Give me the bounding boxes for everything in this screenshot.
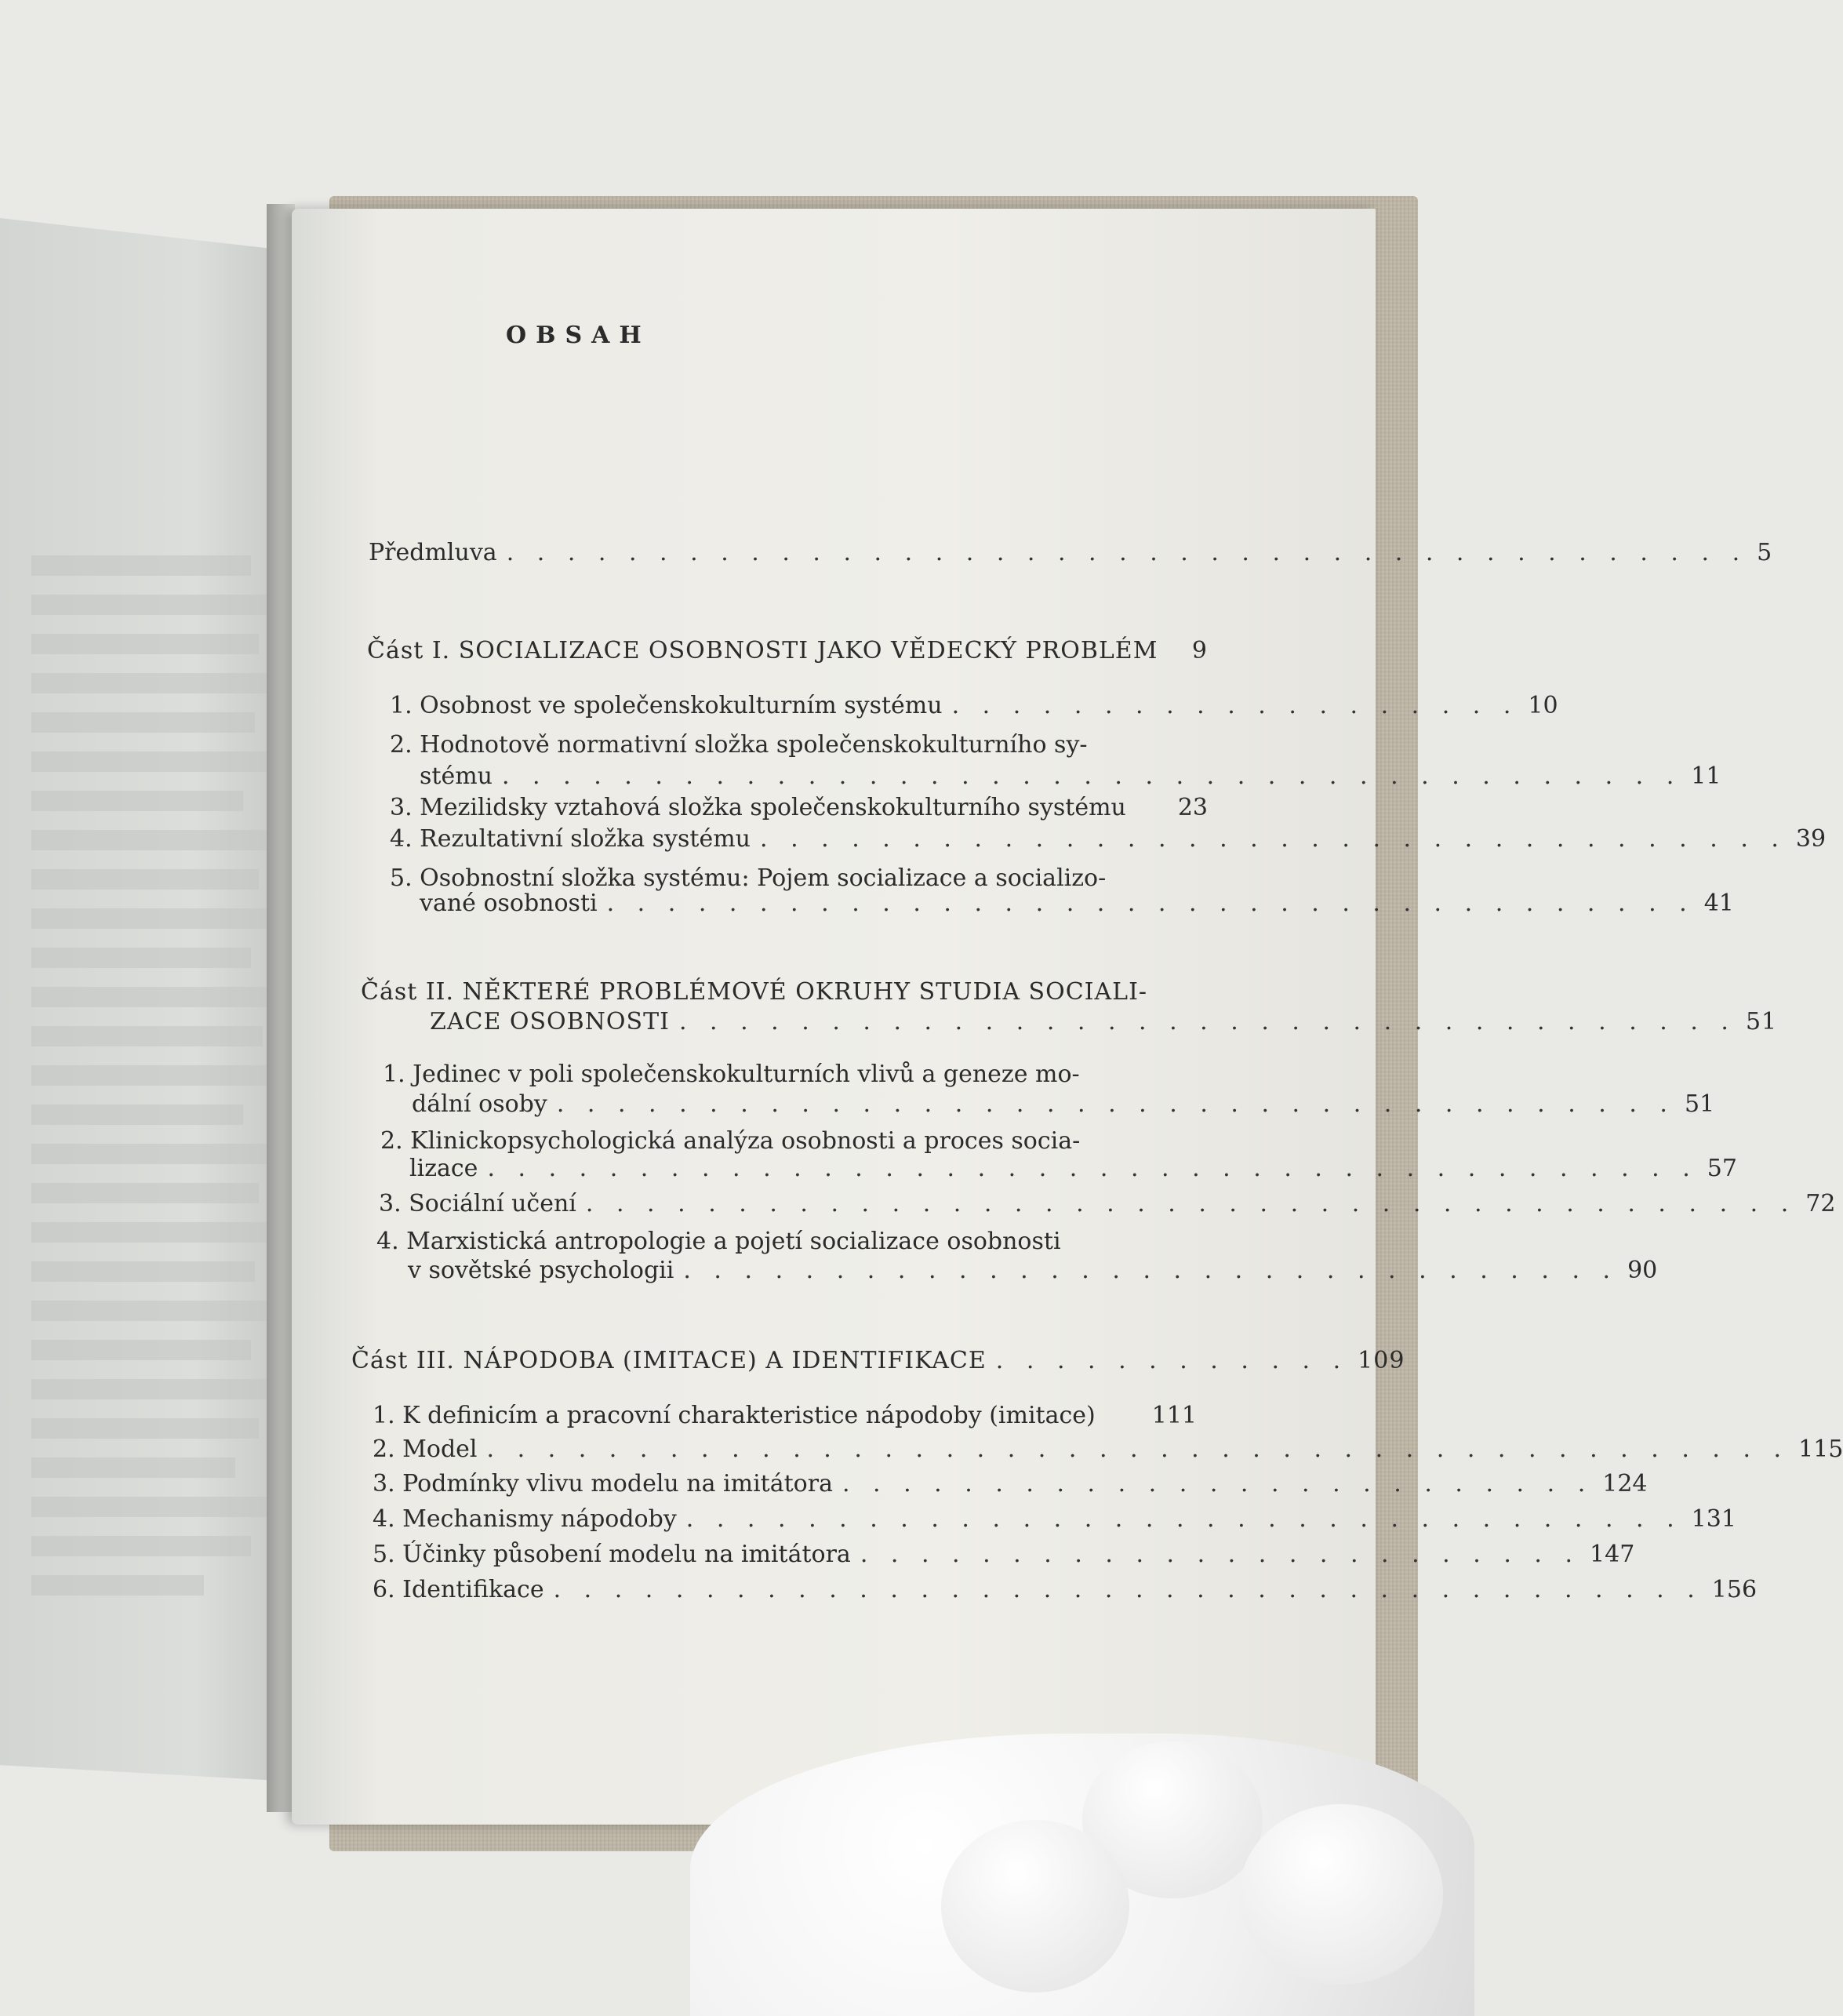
entry-label: 1. Jedinec v poli společenskokulturních vlivů a geneze mo- <box>383 1061 1080 1088</box>
entry-label: 2. Model <box>373 1436 478 1463</box>
part-title: Část II. NĚKTERÉ PROBLÉMOVÉ OKRUHY STUDIA SOCIALI- <box>361 978 1148 1006</box>
entry-page: 39 <box>1795 825 1827 853</box>
part-page: 9 <box>1191 637 1208 664</box>
part-title: Část III. NÁPODOBA (IMITACE) A IDENTIFIKACE <box>351 1347 987 1374</box>
entry-page: 147 <box>1590 1541 1635 1568</box>
toc-entry <box>373 1434 1843 1465</box>
toc-entry <box>412 1089 1715 1120</box>
entry-label: 5. Účinky působení modelu na imitátora <box>373 1541 851 1568</box>
part-title-cont: ZACE OSOBNOSTI <box>430 1008 670 1035</box>
dot-leader: . . . . . . . . . . . . . . . . . . . . . . . . . . . . . . . . . . . . . . . . <box>585 1190 1797 1217</box>
entry-label: 6. Identifikace <box>373 1576 544 1603</box>
entry-label-cont: lizace <box>409 1155 478 1182</box>
toc-entry <box>390 690 1558 722</box>
entry-page: 124 <box>1602 1470 1648 1497</box>
entry-page: 11 <box>1691 762 1721 790</box>
entry-label-cont: v sovětské psychologii <box>408 1257 674 1284</box>
toc-entry-preface <box>369 537 1772 569</box>
dot-leader: . . . . . . . . . . . . . . . . . . . . . . . . . . . . . . . . . . . . <box>606 890 1695 917</box>
entry-label: 4. Mechanismy nápodoby <box>373 1505 677 1533</box>
toc-part-1 <box>367 635 1208 667</box>
entry-label: 1. Osobnost ve společenskokulturním systému <box>390 692 943 719</box>
entry-page: 57 <box>1707 1155 1737 1182</box>
entry-page: 72 <box>1805 1190 1836 1217</box>
entry-label: 3. Mezilidsky vztahová složka společenskokulturního systému <box>390 794 1126 821</box>
entry-label-cont: stému <box>420 762 493 790</box>
toc-part-2 <box>430 1006 1778 1038</box>
entry-label: Předmluva <box>369 539 497 566</box>
toc-entry <box>379 1188 1836 1220</box>
entry-page: 90 <box>1627 1257 1658 1284</box>
toc-entry <box>420 761 1721 792</box>
toc-entry <box>373 1468 1648 1500</box>
dot-leader: . . . . . . . . . . . . . . . . . . . . . . . . . . . . . . . . . . . . . <box>556 1090 1675 1118</box>
dot-leader: . . . . . . . . . . . . . . . . . . . . . . . . . . . . . . . . . . . . . . <box>553 1576 1703 1603</box>
entry-label: 4. Marxistická antropologie a pojetí socializace osobnosti <box>376 1228 1061 1255</box>
glove-finger <box>1239 1804 1443 1985</box>
dot-leader: . . . . . . . . . . . . . . . . . . . . . . . . . . . . . . . . . <box>685 1505 1682 1533</box>
toc-entry <box>390 824 1827 855</box>
entry-label: 3. Sociální učení <box>379 1190 576 1217</box>
dot-leader: . . . . . . . . . . . . <box>995 1347 1349 1374</box>
entry-label: 3. Podmínky vlivu modelu na imitátora <box>373 1470 833 1497</box>
entry-page: 10 <box>1528 692 1558 719</box>
dot-leader: . . . . . . . . . . . . . . . . . . . . . . . . . . . . . . . . . . . . . . . <box>501 762 1682 790</box>
dot-leader: . . . . . . . . . . . . . . . . . . . . . . . . . . . . . . . . . . . . . . . . <box>487 1155 1698 1182</box>
dot-leader: . . . . . . . . . . . . . . . . . . . . . . . . . . . . . . . <box>683 1257 1619 1284</box>
entry-page: 115 <box>1798 1436 1843 1463</box>
entry-label-cont: dální osoby <box>412 1090 547 1118</box>
dot-leader: . . . . . . . . . . . . . . . . . . . . . . . . . . . . . . . . . . . <box>678 1008 1736 1035</box>
entry-page: 51 <box>1684 1090 1715 1118</box>
entry-page: 5 <box>1757 539 1772 566</box>
entry-label-cont: vané osobnosti <box>420 890 598 917</box>
entry-label: 1. K definicím a pracovní charakteristice nápodoby (imitace) <box>373 1402 1096 1429</box>
dot-leader: . . . . . . . . . . . . . . . . . . . . . . . . . . . . . . . . . . . . . . . . . . . <box>486 1436 1790 1463</box>
toc-entry <box>420 888 1734 919</box>
glove-finger <box>941 1820 1129 1992</box>
toc-entry <box>409 1153 1737 1184</box>
entry-page: 23 <box>1177 794 1208 821</box>
entry-page: 111 <box>1151 1402 1197 1429</box>
part-title: Část I. SOCIALIZACE OSOBNOSTI JAKO VĚDECKÝ PROBLÉM <box>367 637 1158 664</box>
entry-label: 4. Rezultativní složka systému <box>390 825 751 853</box>
entry-page: 131 <box>1691 1505 1736 1533</box>
entry-label: 2. Klinickopsychologická analýza osobnosti a proces socia- <box>380 1127 1081 1155</box>
toc-entry <box>373 1504 1736 1535</box>
toc-entry <box>373 1539 1635 1570</box>
dot-leader: . . . . . . . . . . . . . . . . . . . <box>951 692 1519 719</box>
entry-label: 5. Osobnostní složka systému: Pojem socializace a socializo- <box>390 864 1107 892</box>
part-page: 51 <box>1745 1008 1778 1035</box>
toc-part-3 <box>351 1345 1405 1377</box>
toc-entry <box>373 1400 1197 1432</box>
entry-label: 2. Hodnotově normativní složka společenskokulturního sy- <box>390 731 1088 759</box>
toc-entry <box>390 792 1208 824</box>
entry-page: 41 <box>1703 890 1734 917</box>
part-page: 109 <box>1358 1347 1405 1374</box>
dot-leader: . . . . . . . . . . . . . . . . . . . . . . . . . <box>842 1470 1594 1497</box>
dot-leader: . . . . . . . . . . . . . . . . . . . . . . . . . . . . . . . . . . . . . . . . . <box>506 539 1748 566</box>
entry-page: 156 <box>1711 1576 1758 1603</box>
toc-entry <box>373 1574 1758 1606</box>
toc-title: OBSAH <box>506 322 651 349</box>
dot-leader: . . . . . . . . . . . . . . . . . . . . . . . . . . . . . . . . . . <box>760 825 1787 853</box>
dot-leader: . . . . . . . . . . . . . . . . . . . . . . . . <box>860 1541 1581 1568</box>
toc-entry <box>408 1255 1658 1286</box>
